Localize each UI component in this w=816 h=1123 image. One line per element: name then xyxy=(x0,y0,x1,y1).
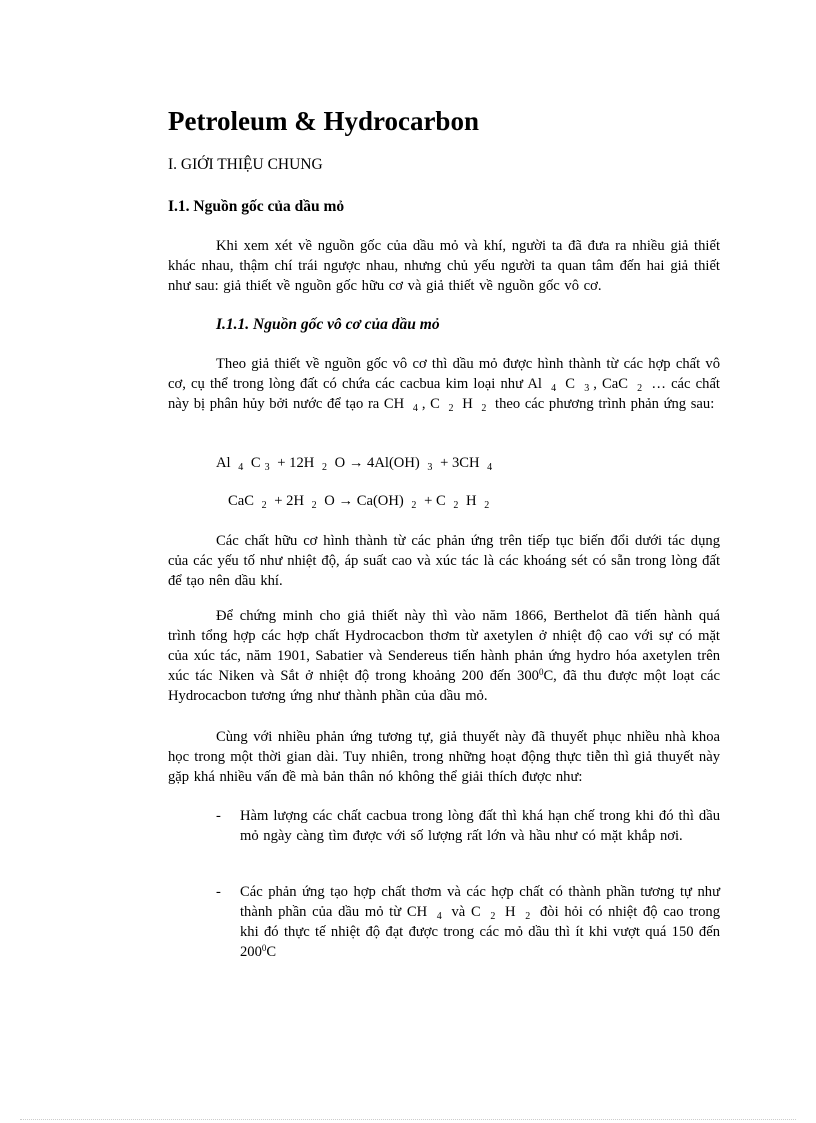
intro-paragraph: Khi xem xét về nguồn gốc của dầu mỏ và khí, người ta đã đưa ra nhiều giả thiết khác nhau, thậm chí trái ngược nhau, nhưng chủ yếu người ta quan tâm đến hai giả thiết như sau: giả thiết về nguồn gốc hữu cơ và giả thiết về nguồn gốc vô cơ. xyxy=(168,238,720,294)
paragraph-3-block xyxy=(168,606,720,706)
subscript: 3 xyxy=(584,383,590,394)
subscript: 4 xyxy=(551,383,557,394)
paragraph-1: Theo giả thiết về nguồn gốc vô cơ thì dầu mỏ được hình thành từ các hợp chất vô cơ, cụ thể trong lòng đất có chứa các cacbua kim loại như Al $_4$ C $_3$ , CaC $_2$ … các chất này bị phân hủy bởi nước để tạo ra CH $_4$ , C $_2$ H $_2$ theo các phương trình phản ứng sau: xyxy=(168,356,720,414)
bullet-dash: - xyxy=(216,808,221,824)
page-bottom-divider xyxy=(20,1119,796,1120)
paragraph-2: Các chất hữu cơ hình thành từ các phản ứng trên tiếp tục biến đổi dưới tác dụng của các yếu tố như nhiệt độ, áp suất cao và xúc tác là các khoáng sét có sẵn trong lòng đất để tạo nên dầu khí. xyxy=(168,533,720,589)
equation-1: Al $_4$ C $_3$ + 12H $_2$ O → 4Al(OH) $_3$ + 3CH $_4$ xyxy=(216,455,493,473)
section-heading-1-1-1: I.1.1. Nguồn gốc vô cơ của dầu mỏ xyxy=(216,316,440,333)
subscript: 2 xyxy=(637,383,643,394)
document-title: Petroleum & Hydrocarbon xyxy=(168,106,479,136)
bullet-dash: - xyxy=(216,884,221,900)
paragraph-1-text-a: Theo giả thiết về nguồn gốc vô cơ thì dầu mỏ được hình thành từ các hợp chất vô cơ, cụ thể trong lòng đất có chứa các cacbua kim loại như Al xyxy=(168,356,720,392)
paragraph-3: Để chứng minh cho giả thiết này thì vào năm 1866, Berthelot đã tiến hành quá trình tổng hợp các hợp chất Hydrocacbon thơm từ axetylen ở nhiệt độ cao với sự có mặt của xúc tác, năm 1901, Sabatier và Sendereus tiến hành phản ứng hydro hóa axetylen trên xúc tác Niken và Sắt ở nhiệt độ trong khoảng 200 đến $300^0C$, đã thu được một loạt các Hydrocacbon tương ứng như thành phần của dầu mỏ. xyxy=(168,608,720,704)
paragraph-1-text-e: theo các phương trình phản ứng sau: xyxy=(495,396,715,412)
paragraph-2-block xyxy=(168,531,720,591)
paragraph-1-text-c: … các chất này bị phân hủy bởi nước để tạo ra CH xyxy=(168,376,720,412)
paragraph-4: Cùng với nhiều phản ứng tương tự, giả thuyết này đã thuyết phục nhiều nhà khoa học trong một thời gian dài. Tuy nhiên, trong những hoạt động thực tiễn thì giả thuyết này gặp khá nhiều vấn đề mà bản thân nó không thể giải thích được như: xyxy=(168,729,720,785)
bullet-item-1: Hàm lượng các chất cacbua trong lòng đất thì khá hạn chế trong khi đó thì dầu mỏ ngày càng tìm được với số lượng rất lớn và hầu như có mặt khắp nơi. xyxy=(240,808,720,844)
subscript: 2 xyxy=(448,403,454,414)
paragraph-1-block xyxy=(168,354,720,414)
section-heading-1-1: I.1. Nguồn gốc của dầu mỏ xyxy=(168,198,345,215)
equation-2: CaC $_2$ + 2H $_2$ O → Ca(OH) $_2$ + C $_2$ H $_2$ xyxy=(228,493,490,511)
section-heading-1: I. GIỚI THIỆU CHUNG xyxy=(168,156,323,173)
paragraph-4-block xyxy=(168,727,720,787)
bullet-item-2: Các phản ứng tạo hợp chất thơm và các hợp chất có thành phần tương tự như thành phần của dầu mỏ từ CH $_4$ và C $_2$ H $_2$ đòi hỏi có nhiệt độ cao trong khi đó thực tế nhiệt độ đạt được trong các mỏ dầu thì ít khi vượt quá 150 đến $200^0C$ xyxy=(240,884,720,960)
subscript: 2 xyxy=(481,403,487,414)
paragraph-1-text-d: , C xyxy=(421,396,440,412)
paragraph-1-text-b: , CaC xyxy=(593,376,628,392)
intro-paragraph-block xyxy=(168,236,720,296)
subscript: 4 xyxy=(412,403,418,414)
